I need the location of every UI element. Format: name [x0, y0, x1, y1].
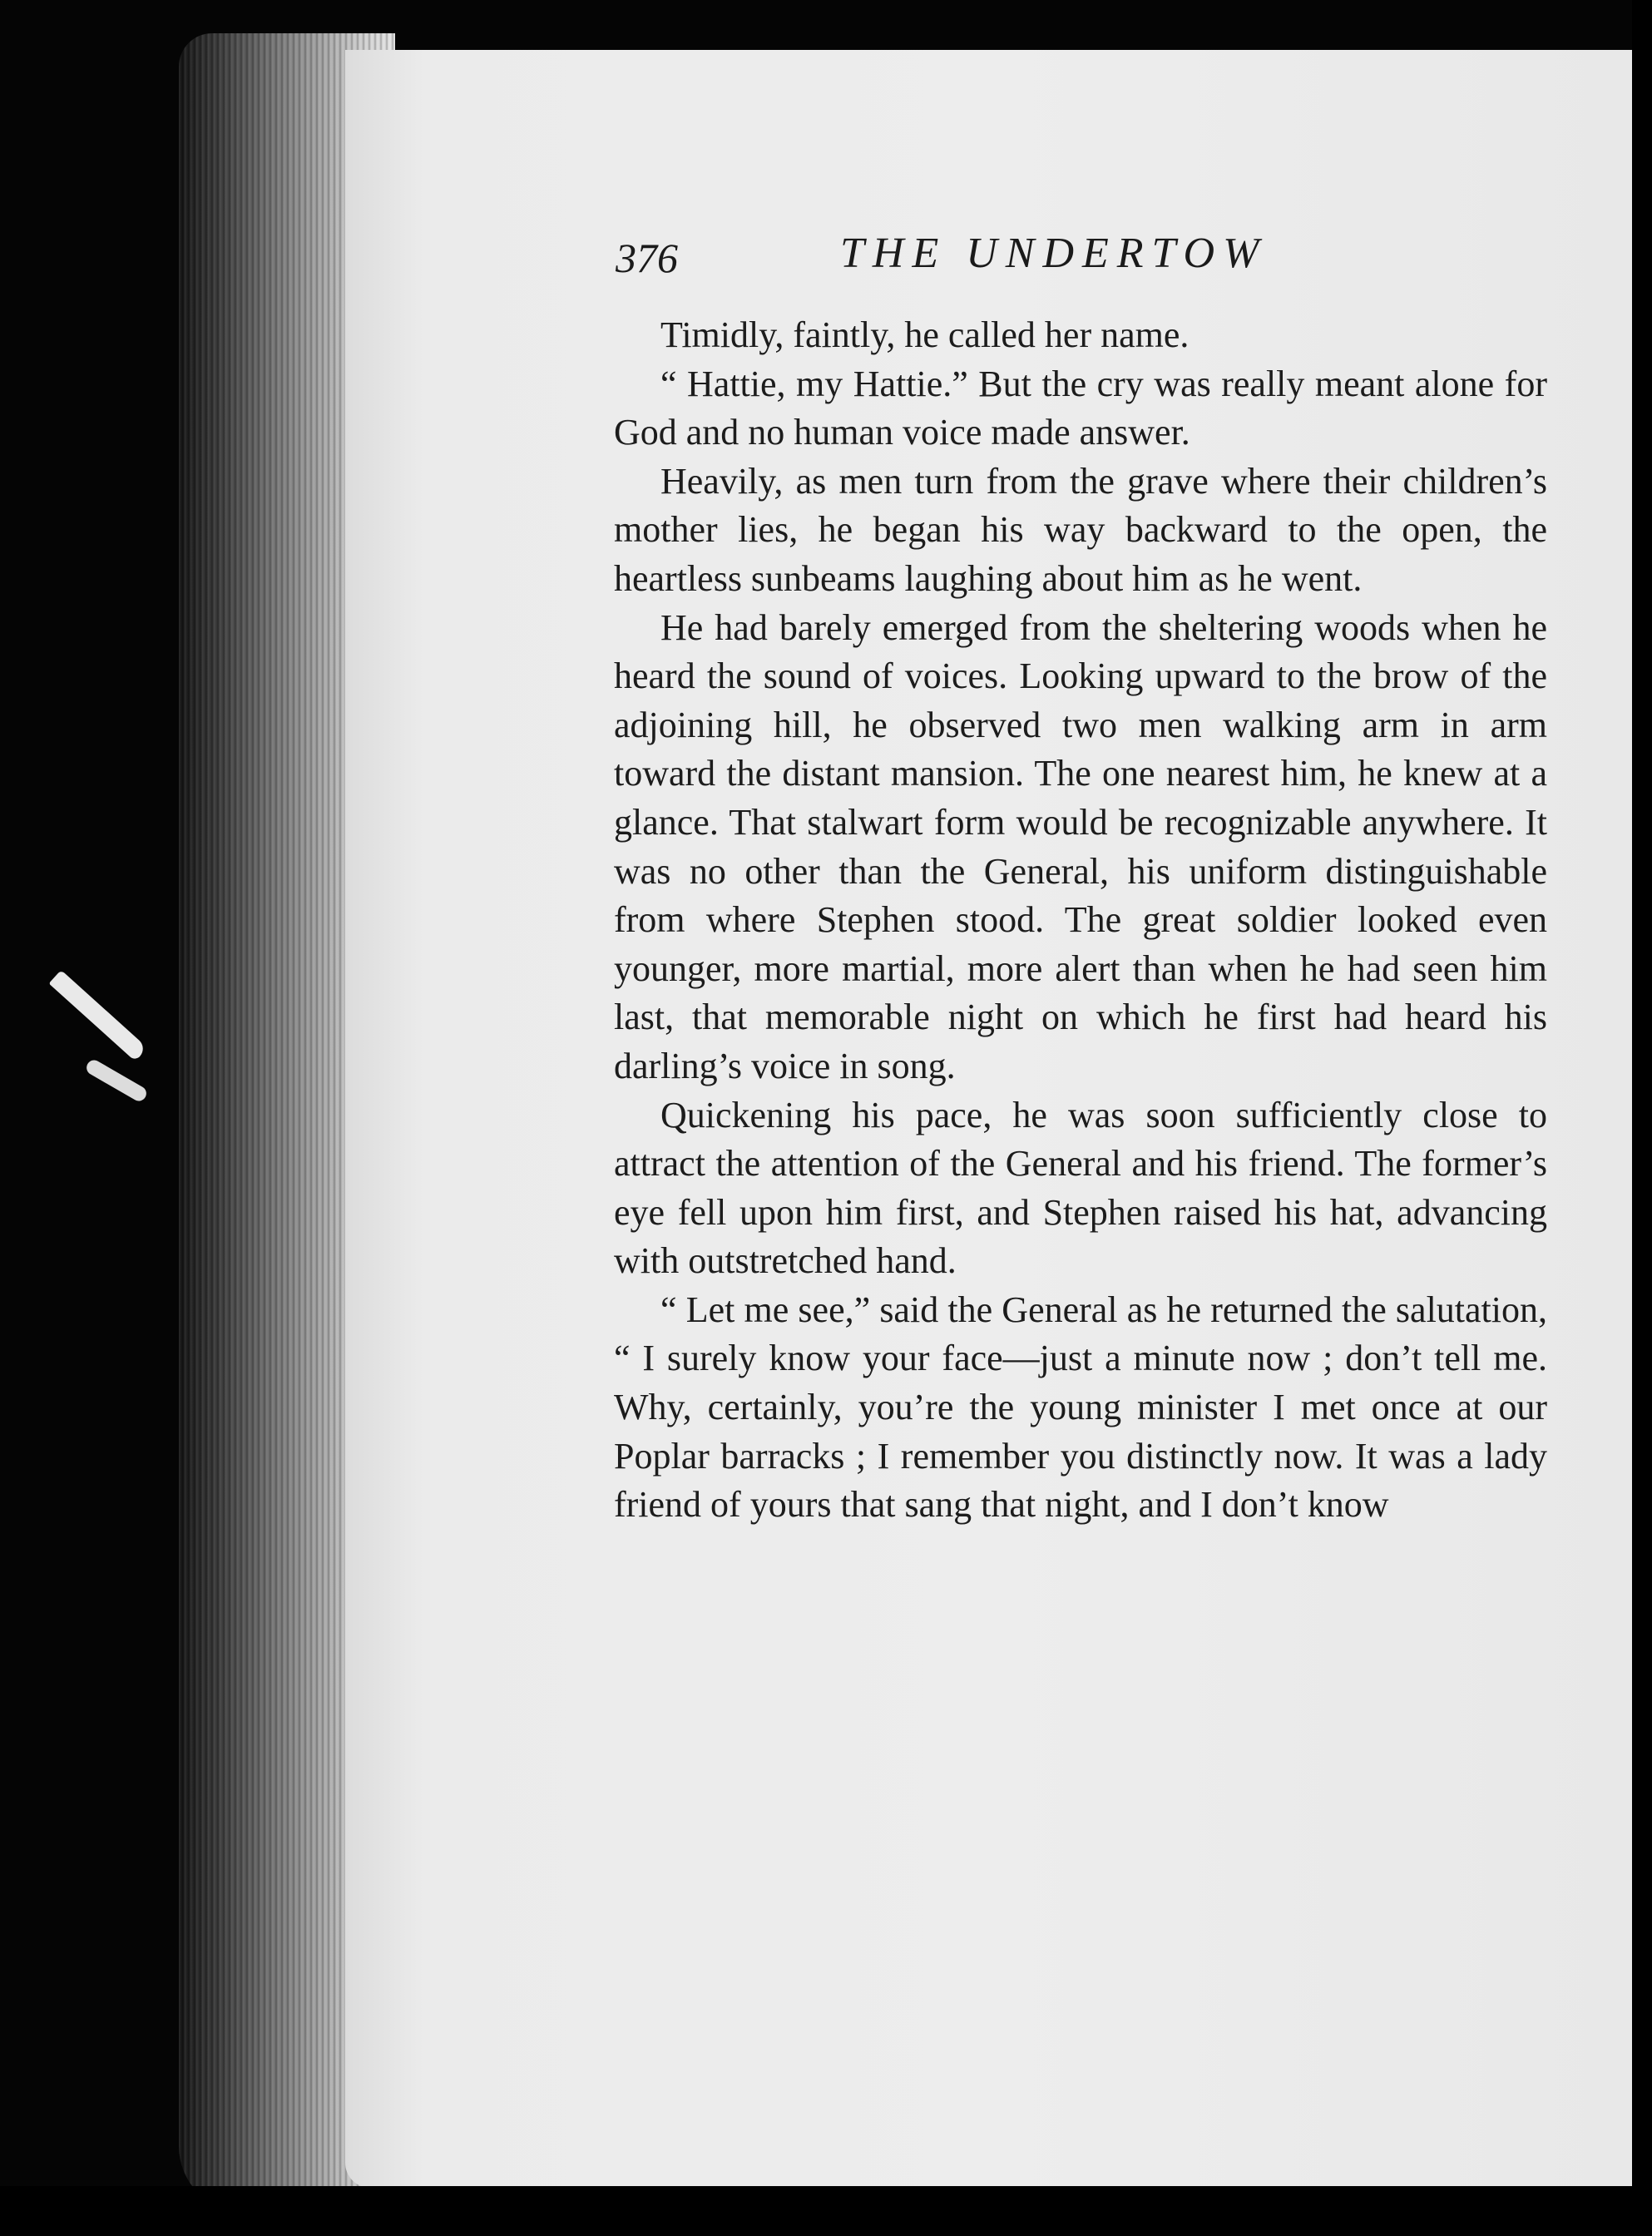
page-number: 376 — [616, 235, 678, 281]
paragraph: He had barely emerged from the sheltering woods when he heard the sound of voices. Looking upward to the brow of the adjoining hill, he observed two men walking arm in arm toward the distant mansion. The one nearest him, he knew at a glance. That stalwart form would be recognizable anywhere. It was no other than the General, his uniform distinguishable from where Stephen stood. The great soldier looked even younger, more martial, more alert than when he had seen him last, that memorable night on which he first had heard his darling’s voice in song. — [614, 606, 1547, 1086]
paper-scrap — [84, 1057, 149, 1104]
paragraph: Timidly, faintly, he called her name. — [660, 314, 1190, 355]
paper-scrap — [49, 970, 148, 1061]
paragraph: “ Hattie, my Hattie.” But the cry was really meant alone for God and no human voice made answer. — [614, 363, 1547, 453]
paragraph: “ Let me see,” said the General as he returned the salutation, “ I surely know your face—just a minute now ; don’t tell me. Why, certainly, you’re the young minister I met once at our Poplar barracks ; I remember you distinctly now. It was a lady friend of yours that sang that night, and I don’t know — [614, 1289, 1547, 1526]
scan-border-bottom — [0, 2186, 1652, 2236]
page-header — [616, 229, 1564, 287]
running-title: THE UNDERTOW — [840, 230, 1268, 277]
body-text — [614, 311, 1547, 1530]
paragraph: Heavily, as men turn from the grave where their children’s mother lies, he began his way backward to the open, the heartless sunbeams laughing about him as he went. — [614, 460, 1547, 599]
scan-border-right — [1632, 0, 1652, 2236]
paragraph: Quickening his pace, he was soon sufficiently close to attract the attention of the General and his friend. The former’s eye fell upon him first, and Stephen raised his hat, advancing with outstretched hand. — [614, 1094, 1547, 1282]
